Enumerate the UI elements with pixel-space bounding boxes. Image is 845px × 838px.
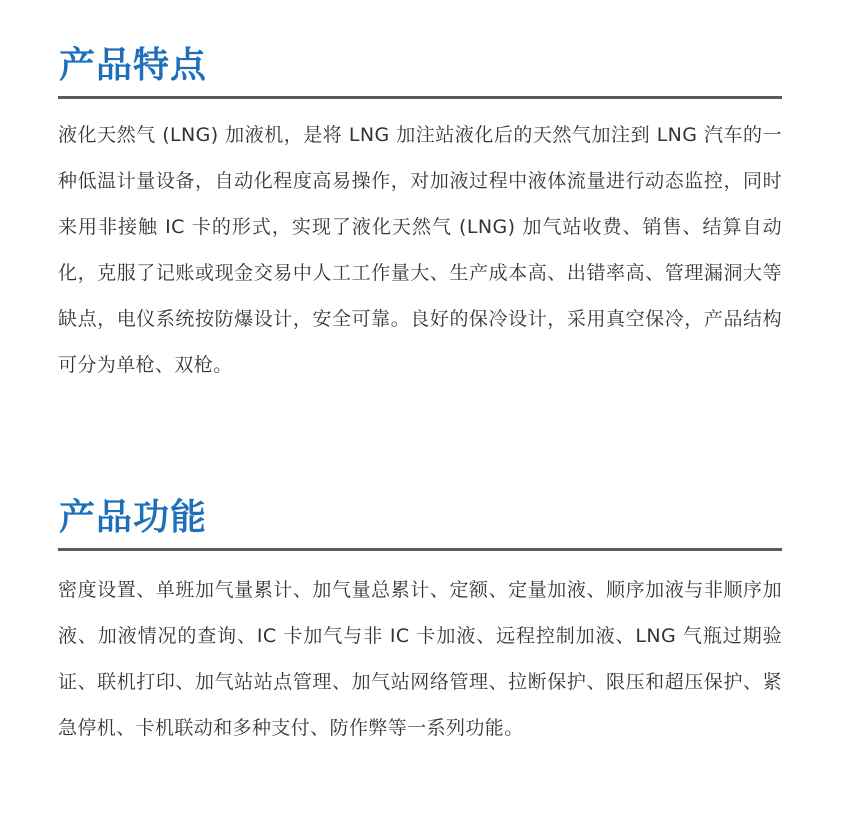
product-functions-section: [58, 492, 782, 751]
section-divider: [58, 96, 782, 99]
product-features-section: [58, 40, 782, 388]
product-features-title: 产品特点: [59, 45, 208, 86]
section-divider: [58, 548, 782, 551]
product-features-text: 液化天然气 (LNG) 加液机，是将 LNG 加注站液化后的天然气加注到 LNG 汽车的一种低温计量设备，自动化程度高易操作，对加液过程中液体流量进行动态监控，同时来用非接触 IC 卡的形式，实现了液化天然气 (LNG) 加气站收费、销售、结算自动化，克服了记账或现金交易中人工工作量大、生产成本高、出错率高、管理漏洞大等缺点，电仪系统按防爆设计，安全可靠。良好的保冷设计，采用真空保冷，产品结构可分为单枪、双枪。: [58, 124, 782, 376]
product-functions-title: 产品功能: [59, 497, 208, 538]
product-functions-text: 密度设置、单班加气量累计、加气量总累计、定额、定量加液、顺序加液与非顺序加液、加液情况的查询、IC 卡加气与非 IC 卡加液、远程控制加液、LNG 气瓶过期验证、联机打印、加气站站点管理、加气站网络管理、拉断保护、限压和超压保护、紧急停机、卡机联动和多种支付、防作弊等一系列功能。: [58, 579, 782, 739]
